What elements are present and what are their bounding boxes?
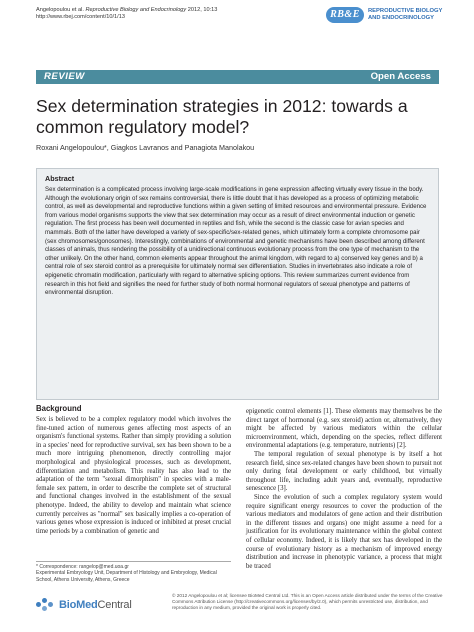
background-paragraph-1: Sex is believed to be a complex regulatory model which involves the fine-tuned action of numerous genes affecting most aspects of an organism's functional systems. Rather than simply providing a solution in a species' need for reproductive survival, sex has been shown to be a much more intriguing phenomenon, directly controlling major morphological and physiological processes, such as development, differentiation and metabolism. This reality has also lead to the adaptation of the term "sexual dimorphism" in species with a male-female sex pattern, in order to describe the complete set of structural and functional changes involved in the establishment of the sexual phenotype. Indeed, the ability to develop and maintain what science currently perceives as "normal" sex basically implies a co-operation of various genes whose expression is induced or inhibited at preset crucial time periods by a combination of genetic and	[36, 416, 231, 535]
abstract-heading: Abstract	[45, 174, 75, 183]
correspondence-footnote	[36, 561, 231, 583]
journal-logo-text	[368, 8, 442, 22]
background-heading: Background	[36, 404, 82, 413]
body-column-right	[246, 408, 442, 571]
article-url[interactable]: http://www.rbej.com/content/10/1/13	[36, 14, 125, 21]
background-paragraph-1-continued: epigenetic control elements [1]. These elements may themselves be the direct target of hormonal (e.g. sex steroid) action or, alternatively, they might be affected by various mediators within the cellular microenvironment, which, depending on the species, reflect different environmental adaptations (e.g. temperature, nutrients) [2].	[246, 408, 442, 450]
correspondence-email: * Correspondence: rangelop@med.uoa.gr	[36, 564, 129, 570]
background-paragraph-3: Since the evolution of such a complex regulatory system would require significant energy resources to cover the production of the various mediators and modulators of gene action and their distribution in the different tissues and organs) one might assume a need for a justification for its evolutionary maintenance within the global context of cellular economy. Indeed, it is likely that sex has developed in the course of evolutionary history as a mechanism of improved energy distribution and increase in phenotypic variance, a process that might be traced	[246, 493, 442, 570]
background-paragraph-2: The temporal regulation of sexual phenotype is by itself a hot research field, since sex-related changes have been shown to pursuit not only during fetal development or early childhood, but virtually throughout life, including adult years and, eventually, reproductive senescence [3].	[246, 450, 442, 493]
biomed-central-wordmark	[59, 599, 132, 611]
open-access-label: Open Access	[370, 71, 431, 82]
biomed-central-dots-icon	[36, 598, 56, 612]
journal-citation	[36, 7, 217, 14]
citation-authors: Angelopoulou et al.	[36, 7, 84, 13]
abstract-text: Sex determination is a complicated process involving large-scale modifications in gene expression affecting virtually every tissue in the body. Although the evolutionary origin of sex remains controversial, there is little doubt that it has developed as a process of optimizing metabolic control, as well as developmental and reproductive functions within a given setting of limited resources and environmental pressure. Evidence from various model organisms supports the view that sex determination may occur as a result of direct environmental induction or genetic regulation. The first process has been well documented in reptiles and fish, while the second is the classic case for avian species and mammals. Both of the latter have developed a variety of sex-specific/sex-related genes, which ultimately form a complete chromosome pair (sex chromosomes/gonosomes). Interestingly, combinations of environmental and genetic mechanisms have been described among different classes of animals, thus rendering the possibility of a unidirectional continuous evolutionary process from the one type of mechanism to the other unlikely. On the other hand, common elements appear throughout the animal kingdom, with regard to a) conserved key genes and b) a central role of sex steroid control as a prerequisite for ultimately normal sex differentiation. Studies in invertebrates also indicate a role of epigenetic chromatin modification, particularly with regard to alternative splicing options. This review summarizes current evidence from research in this hot field and signifies the need for further study of both normal hormonal regulators of sexual phenotype and patterns of environmental disruption.	[45, 186, 427, 297]
logo-line-1: REPRODUCTIVE BIOLOGY	[368, 8, 443, 14]
bmc-main-text: BioMed	[59, 599, 98, 611]
citation-volume: 2012, 10:13	[187, 7, 218, 13]
body-column-left	[36, 404, 231, 536]
logo-line-2: AND ENDOCRINOLOGY	[368, 15, 435, 21]
article-type-label: REVIEW	[44, 71, 85, 82]
article-title: Sex determination strategies in 2012: towards a common regulatory model?	[36, 96, 408, 137]
journal-logo	[326, 7, 442, 23]
citation-journal: Reproductive Biology and Endocrinology	[85, 7, 187, 13]
abstract-box	[36, 168, 439, 400]
running-header	[36, 7, 217, 22]
rbe-logo-badge: RB&E	[326, 7, 364, 23]
bmc-sub-text: Central	[97, 599, 132, 611]
biomed-central-logo	[36, 598, 132, 612]
copyright-notice: © 2012 Angelopoulou et al; licensee BioMed Central Ltd. This is an Open Access article distributed under the terms of the Creative Commons Attribution License (http://creativecommons.org/licenses/by/2.0), which permits unrestricted use, distribution, and reproduction in any medium, provided the original work is properly cited.	[172, 593, 443, 610]
author-affiliation: Experimental Embryology Unit, Department of Histology and Embryology, Medical School, Athens University, Athens, Greece	[36, 570, 217, 583]
author-list: Roxani Angelopoulou*, Giagkos Lavranos and Panagiota Manolakou	[36, 143, 255, 152]
article-type-banner	[36, 70, 439, 84]
